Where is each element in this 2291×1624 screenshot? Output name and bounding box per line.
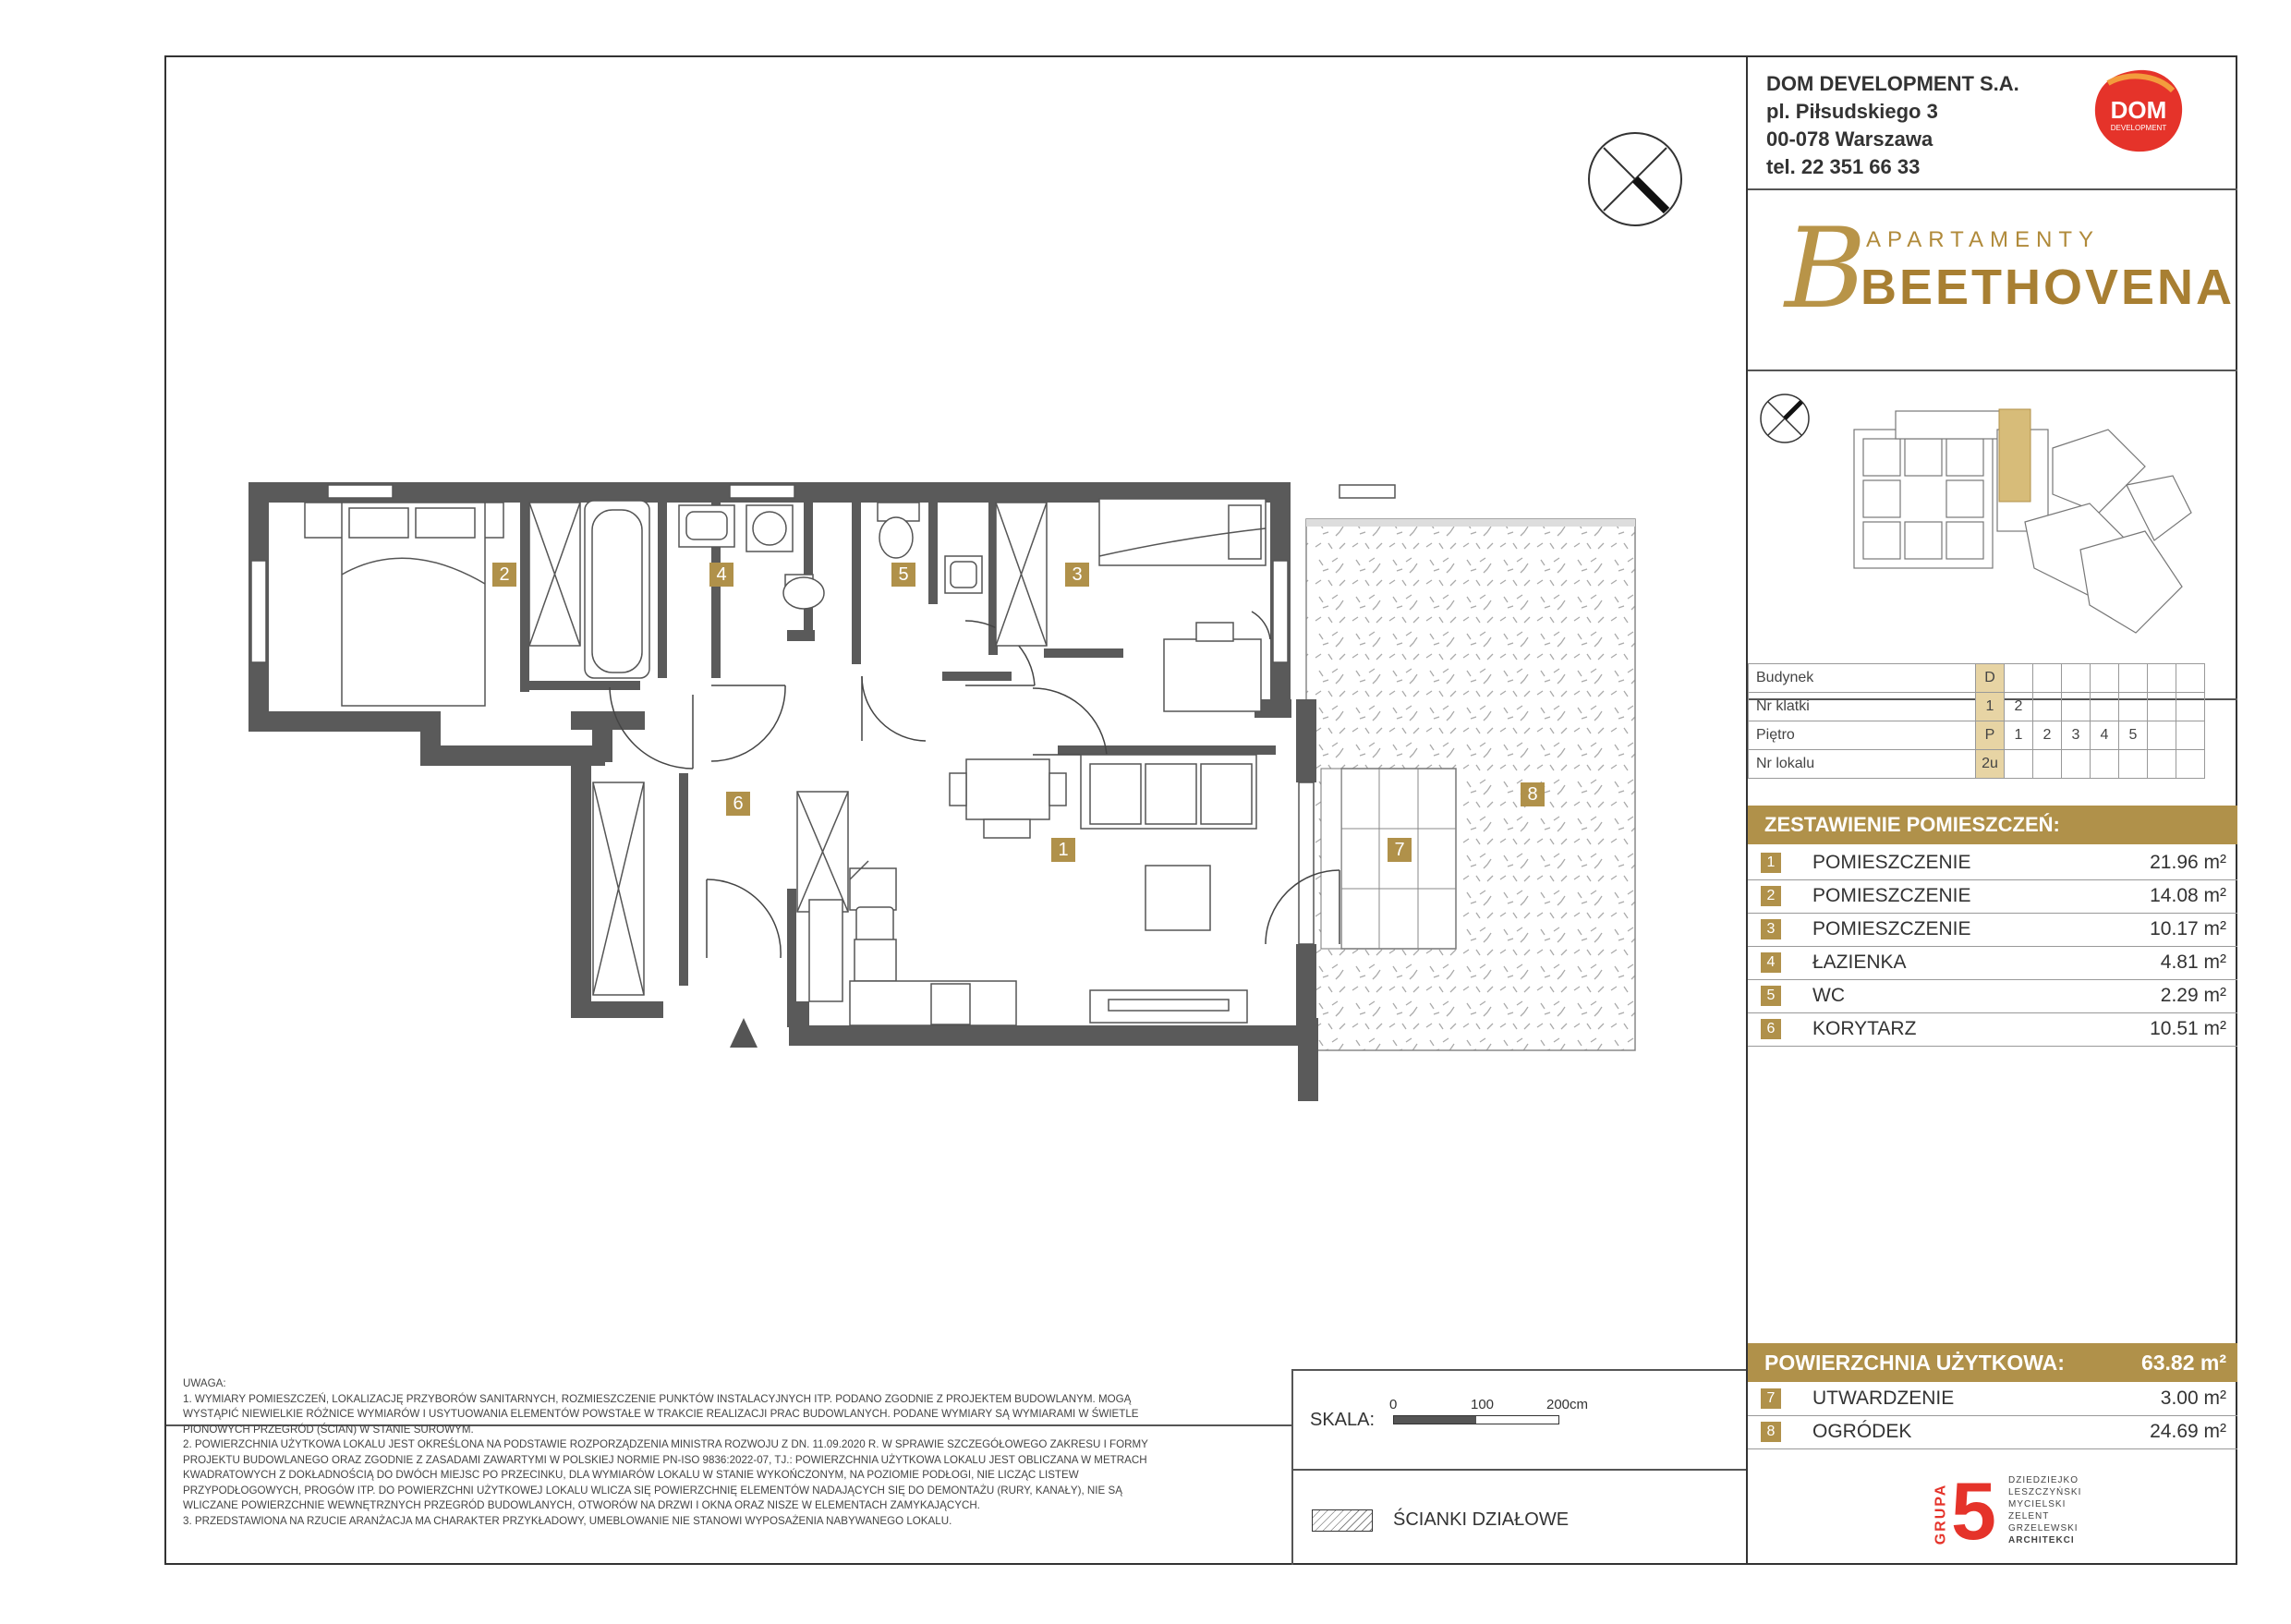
room-number: 6	[1761, 1019, 1781, 1039]
company-phone: tel. 22 351 66 33	[1766, 155, 1921, 178]
compass-icon	[1761, 394, 1809, 442]
table-cell: 4	[2091, 721, 2119, 750]
room-name: POMIESZCZENIE	[1812, 885, 1971, 906]
room-area: 3.00 m²	[2160, 1388, 2226, 1409]
scale-legend-box	[1291, 1369, 1748, 1565]
room-area: 14.08 m²	[2150, 885, 2226, 906]
architect-name: GRZELEWSKI	[2008, 1523, 2079, 1533]
table-row	[1749, 721, 2205, 750]
note-line: PIONOWYCH PRZEGRÓD (ŚCIAN) W STANIE SUROWYM.	[183, 1423, 474, 1436]
architect-name: ZELENT	[2008, 1511, 2050, 1521]
room-number: 8	[1761, 1422, 1781, 1442]
architect-name: ARCHITEKCI	[2008, 1535, 2075, 1545]
legend-label: ŚCIANKI DZIAŁOWE	[1393, 1509, 1570, 1530]
room-area: 21.96 m²	[2150, 852, 2226, 873]
note-line: 2. POWIERZCHNIA UŻYTKOWA LOKALU JEST OKREŚLONA NA PODSTAWIE ROZPORZĄDZENIA MINISTRA ROZWOJU Z DN. 11.09.2020 R. W SPRAWIE SZCZEGÓŁOWEGO ZAKRESU I FORMY	[183, 1438, 1148, 1450]
architect-brand-number: 5	[1951, 1465, 1996, 1557]
room-row	[1748, 979, 2237, 1013]
table-label: Budynek	[1749, 664, 1976, 693]
entrance-marker-icon	[730, 1018, 758, 1048]
plan-label-6: 6	[726, 792, 750, 816]
plan-label-4: 4	[709, 563, 733, 587]
table-label: Piętro	[1749, 721, 1976, 750]
floor-plan	[166, 57, 1748, 1369]
table-row	[1749, 750, 2205, 779]
table-cell	[2091, 664, 2119, 693]
architect-name: MYCIELSKI	[2008, 1499, 2067, 1509]
note-line: WLICZANE POWIERZCHNIE WEWNĘTRZNYCH PRZEGRÓD BUDOWLANYCH, OTWORÓW NA DRZWI I OKNA ORAZ NISZE W ELEMENTACH ZAMYKAJĄCYCH.	[183, 1499, 980, 1511]
north-arrow-icon	[1589, 133, 1681, 225]
table-cell	[2148, 750, 2176, 779]
room-row	[1748, 1012, 2237, 1047]
info-panel	[1746, 55, 2237, 1565]
room-area: 2.29 m²	[2160, 985, 2226, 1006]
project-title: BEETHOVENA	[1861, 260, 2236, 315]
plan-label-5: 5	[891, 563, 915, 587]
extra-row	[1748, 1382, 2237, 1416]
table-cell	[2119, 693, 2148, 721]
room-row	[1748, 913, 2237, 947]
room-area: 10.51 m²	[2150, 1018, 2226, 1039]
plan-label-8: 8	[1521, 782, 1545, 806]
table-cell	[2148, 721, 2176, 750]
plan-label-7: 7	[1388, 838, 1412, 862]
scale-tick-0: 0	[1389, 1397, 1398, 1412]
room-name: ŁAZIENKA	[1812, 951, 1907, 973]
table-cell: P	[1976, 721, 2005, 750]
room-name: POMIESZCZENIE	[1812, 918, 1971, 939]
table-cell: 3	[2062, 721, 2091, 750]
note-line: KWADRATOWYCH Z DOKŁADNOŚCIĄ DO DWÓCH MIEJSC PO PRZECINKU, DLA WYMIARÓW LOKALU W STANIE WYKOŃCZONYM, NA POZIOMIE PODŁOGI, NIE LICZĄC LISTEW	[183, 1469, 1079, 1481]
room-number: 5	[1761, 986, 1781, 1006]
room-row	[1748, 879, 2237, 914]
architect-names	[2008, 1474, 2081, 1546]
unit-info-table	[1748, 663, 2205, 779]
scale-label: SKALA:	[1310, 1410, 1376, 1430]
table-cell	[2033, 750, 2062, 779]
table-cell	[2148, 664, 2176, 693]
room-area: 10.17 m²	[2150, 918, 2226, 939]
table-cell	[2062, 664, 2091, 693]
extra-row	[1748, 1415, 2237, 1449]
table-cell: 2u	[1976, 750, 2005, 779]
table-cell: 1	[2005, 721, 2033, 750]
notes-title: UWAGA:	[183, 1377, 226, 1389]
table-cell	[2033, 664, 2062, 693]
drawing-frame	[164, 55, 2237, 1565]
table-cell	[2176, 721, 2205, 750]
scale-tick-100: 100	[1471, 1397, 1495, 1412]
table-cell	[2119, 750, 2148, 779]
legend-hatch-icon	[1312, 1509, 1373, 1532]
table-cell	[2091, 750, 2119, 779]
company-name: DOM DEVELOPMENT S.A.	[1766, 72, 2019, 95]
room-area: 4.81 m²	[2160, 951, 2226, 973]
project-logo	[1785, 205, 2236, 340]
room-row	[1748, 946, 2237, 980]
scale-bar	[1393, 1415, 1559, 1424]
dom-logo-text: DOM	[2110, 96, 2167, 124]
total-area-value: 63.82 m²	[2140, 1351, 2226, 1375]
company-city: 00-078 Warszawa	[1766, 127, 1933, 151]
room-name: UTWARDZENIE	[1812, 1388, 1955, 1409]
note-line: PROJEKTU BUDOWLANEGO ORAZ ZGODNIE Z ZASADAMI ZAWARTYMI W POLSKIEJ NORMIE PN-ISO 9836:2022-07, TJ.: POWIERZCHNIA UŻYTKOWA LOKALU JEST OBLICZANA W METRACH	[183, 1453, 1147, 1466]
plan-label-3: 3	[1065, 563, 1089, 587]
table-cell: D	[1976, 664, 2005, 693]
project-subtitle: APARTAMENTY	[1866, 227, 2101, 252]
room-number: 3	[1761, 919, 1781, 939]
notes	[183, 1376, 1282, 1529]
dom-logo-subtext: DEVELOPMENT	[2110, 124, 2167, 132]
total-area-label: POWIERZCHNIA UŻYTKOWA:	[1764, 1351, 2065, 1375]
table-label: Nr lokalu	[1749, 750, 1976, 779]
table-cell	[2176, 664, 2205, 693]
table-cell: 1	[1976, 693, 2005, 721]
room-number: 7	[1761, 1388, 1781, 1409]
table-cell	[2176, 750, 2205, 779]
table-cell	[2005, 664, 2033, 693]
table-cell	[2062, 693, 2091, 721]
architect-brand-word: GRUPA	[1933, 1483, 1949, 1545]
room-number: 4	[1761, 952, 1781, 973]
table-row	[1749, 664, 2205, 693]
company-address	[1766, 70, 2019, 181]
table-cell: 5	[2119, 721, 2148, 750]
table-cell	[2062, 750, 2091, 779]
dom-development-logo	[2090, 65, 2188, 157]
company-street: pl. Piłsudskiego 3	[1766, 100, 1938, 123]
table-cell	[2176, 693, 2205, 721]
room-number: 2	[1761, 886, 1781, 906]
table-cell	[2148, 693, 2176, 721]
table-cell	[2119, 664, 2148, 693]
plan-label-2: 2	[492, 563, 516, 587]
key-plan	[1748, 374, 2239, 697]
rooms-header: ZESTAWIENIE POMIESZCZEŃ:	[1748, 806, 2237, 844]
plan-label-1: 1	[1051, 838, 1075, 862]
project-monogram: B	[1785, 205, 1867, 333]
note-line: PRZYPODŁOGOWYCH, PROGÓW ITP. DO POWIERZCHNI UŻYTKOWEJ LOKALU WLICZA SIĘ POWIERZCHNIĘ ELEMENTÓW NADAJĄCYCH SIĘ DO DEMONTAŻU (RURY, KANAŁY), NIE SĄ	[183, 1484, 1122, 1497]
key-plan-highlight	[1999, 409, 2030, 502]
note-line: 1. WYMIARY POMIESZCZEŃ, LOKALIZACJĘ PRZYBORÓW SANITARNYCH, ROZMIESZCZENIE PUNKTÓW INSTALACYJNYCH ITP. PODANO ZGODNIE Z PROJEKTEM BUDOWLANYM. MOGĄ	[183, 1392, 1132, 1405]
table-cell	[2091, 693, 2119, 721]
room-row	[1748, 846, 2237, 880]
architect-logo	[1923, 1465, 2108, 1561]
table-cell	[2033, 693, 2062, 721]
room-name: POMIESZCZENIE	[1812, 852, 1971, 873]
total-area-row	[1748, 1343, 2237, 1382]
note-line: WYSTĄPIĆ NIEWIELKIE RÓŻNICE WYMIARÓW I USYTUOWANIA ELEMENTÓW POWSTAŁE W TRAKCIE REALIZACJI PRAC BUDOWLANYCH. PODANE WYMIARY SĄ WYMIARAMI W ŚWIETLE	[183, 1408, 1139, 1420]
table-cell	[2005, 750, 2033, 779]
room-name: WC	[1812, 985, 1845, 1006]
table-cell: 2	[2005, 693, 2033, 721]
table-label: Nr klatki	[1749, 693, 1976, 721]
room-name: KORYTARZ	[1812, 1018, 1917, 1039]
table-cell: 2	[2033, 721, 2062, 750]
room-number: 1	[1761, 853, 1781, 873]
scale-tick-200: 200cm	[1546, 1397, 1589, 1412]
room-name: OGRÓDEK	[1812, 1421, 1912, 1442]
table-row	[1749, 693, 2205, 721]
note-line: 3. PRZEDSTAWIONA NA RZUCIE ARANŻACJA MA CHARAKTER PRZYKŁADOWY, UMEBLOWANIE NIE STANOWI WYPOSAŻENIA NABYWANEGO LOKALU.	[183, 1514, 952, 1527]
architect-name: LESZCZYŃSKI	[2008, 1487, 2082, 1497]
architect-name: DZIEDZIEJKO	[2008, 1475, 2079, 1485]
room-area: 24.69 m²	[2150, 1421, 2226, 1442]
